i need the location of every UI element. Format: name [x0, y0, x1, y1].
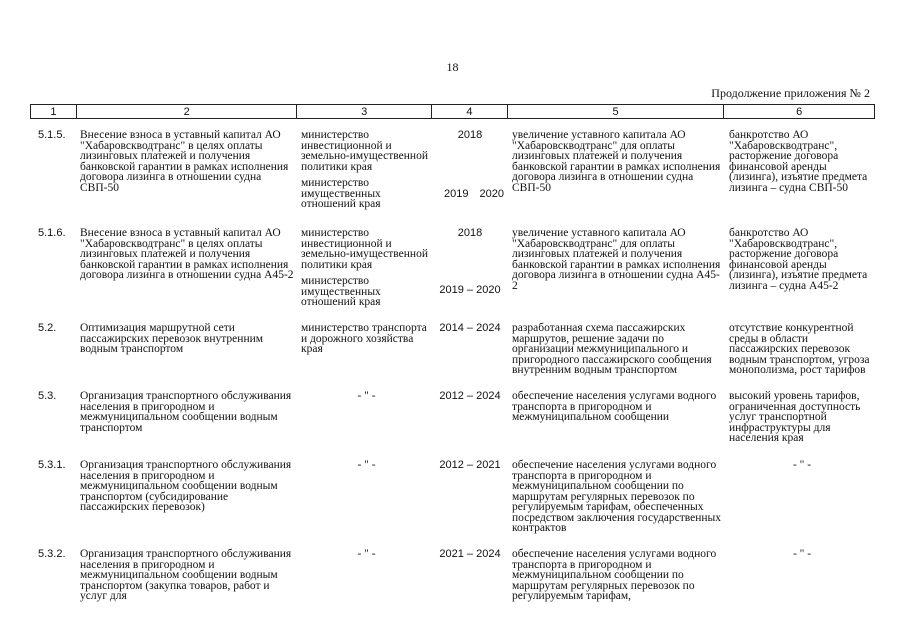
executor: министерство инвестиционной и земельно-имущественной политики края — [301, 227, 428, 271]
expected-result: разработанная схема пассажирских маршрутов, решение задачи по организации межмуниципального и пригородного пассажирского сообщения внутренним водным транспортом — [512, 322, 712, 376]
activity-name: Организация транспортного обслуживания населения в пригородном и межмуниципальном сообщении водным транспортом (закупка товаров, работ и услуг для — [80, 548, 292, 602]
activity-name: Внесение взноса в уставный капитал АО "Хабаровскводтранс" в целях оплаты лизинговых платежей и получения банковской гарантии в рамках исполнения договора лизинга в отношении судна СВП-50 — [80, 129, 289, 194]
executor: - " - — [357, 459, 376, 471]
table-row — [30, 228, 875, 308]
term-cell — [432, 460, 508, 534]
expected-result: увеличение уставного капитала АО "Хабаровскводтранс" для оплаты лизинговых платежей и получения банковской гарантии в рамках исполнения договора лизинга в отношении судна А45-2 — [512, 227, 721, 292]
table-row — [30, 391, 875, 444]
activity-name: Организация транспортного обслуживания населения в пригородном и межмуниципальном сообщении водным транспортом (субсидирование пассажирских перевозок) — [80, 459, 292, 513]
risk-cell — [725, 549, 875, 602]
header-col-3: 3 — [297, 105, 432, 118]
header-col-2: 2 — [77, 105, 297, 118]
activity-name: Организация транспортного обслуживания населения в пригородном и межмуниципальном сообщении водным транспортом — [80, 390, 292, 434]
risk: банкротство АО "Хабаровскводтранс", расторжение договора финансовой аренды (лизинга), изъятие предмета лизинга – судна А45-2 — [729, 227, 868, 292]
expected-result: обеспечение населения услугами водного транспорта в пригородном и межмуниципальном сообщении по маршрутам регулярных перевозок по регулируемым тарифам, обеспеченных посредством заключения государственных контрактов — [512, 459, 722, 534]
term-cell — [432, 228, 508, 308]
continuation-note: Продолжение приложения № 2 — [711, 86, 870, 100]
executor-cell — [297, 130, 432, 210]
risk: банкротство АО "Хабаровскводтранс", расторжение договора финансовой аренды (лизинга), изъятие предмета лизинга – судна СВП-50 — [729, 129, 868, 194]
executor: министерство транспорта и дорожного хозяйства края — [301, 322, 427, 355]
header-col-6: 6 — [796, 106, 803, 118]
term: 2021 – 2024 — [439, 548, 501, 560]
risk: - " - — [792, 548, 812, 560]
expected-result: увеличение уставного капитала АО "Хабаровскводтранс" для оплаты лизинговых платежей и получения банковской гарантии в рамках исполнения договора лизинга в отношении судна СВП-50 — [512, 129, 721, 194]
row-number: 5.3. — [38, 390, 57, 402]
header-col-4: 4 — [432, 105, 508, 118]
table-row — [30, 323, 875, 376]
term-end: 2020 — [479, 187, 504, 200]
executor: - " - — [357, 390, 376, 402]
term: 2019 – 2020 — [439, 283, 501, 296]
risk: отсутствие конкурентной среды в области пассажирских перевозок водным транспортом, угроза монополизма, рост тарифов — [729, 322, 870, 376]
row-number: 5.3.2. — [38, 548, 66, 560]
risk: высокий уровень тарифов, ограниченная доступность услуг транспортной инфраструктуры для населения края — [729, 390, 861, 444]
term — [432, 189, 508, 200]
row-number: 5.1.6. — [38, 227, 66, 239]
executor-cell — [297, 391, 432, 444]
activity-name: Оптимизация маршрутной сети пассажирских перевозок внутренним водным транспортом — [80, 322, 264, 355]
table-header — [30, 104, 875, 119]
term-start: 2019 — [444, 187, 469, 200]
expected-result: обеспечение населения услугами водного транспорта в пригородном и межмуниципальном сообщении — [512, 390, 717, 423]
row-number: 5.3.1. — [38, 459, 66, 471]
term: 2012 – 2021 — [439, 459, 501, 471]
executor-cell — [297, 460, 432, 534]
row-number: 5.2. — [38, 322, 57, 334]
header-col-1: 1 — [31, 105, 77, 118]
page-number: 18 — [446, 60, 459, 74]
risk: - " - — [792, 459, 812, 471]
executor: министерство имущественных отношений края — [301, 275, 381, 308]
term: 2014 – 2024 — [439, 322, 501, 334]
activity-name: Внесение взноса в уставный капитал АО "Хабаровскводтранс" в целях оплаты лизинговых платежей и получения банковской гарантии в рамках исполнения договора лизинга в отношении судна А45-2 — [80, 227, 294, 281]
table-row — [30, 460, 875, 534]
row-number: 5.1.5. — [38, 129, 66, 141]
term: 2018 — [457, 227, 483, 239]
risk-cell — [725, 460, 875, 534]
term-cell — [432, 391, 508, 444]
term: 2018 — [457, 129, 483, 141]
term-cell — [432, 323, 508, 376]
executor: - " - — [357, 548, 376, 560]
header-col-5: 5 — [508, 105, 724, 118]
executor-cell — [297, 549, 432, 602]
term: 2012 – 2024 — [439, 390, 501, 402]
executor: министерство инвестиционной и земельно-имущественной политики края — [301, 129, 428, 173]
table-row — [30, 130, 875, 210]
executor: министерство имущественных отношений края — [301, 177, 381, 210]
term-cell — [432, 130, 508, 210]
executor-cell — [297, 228, 432, 308]
table-row — [30, 549, 875, 602]
term-cell — [432, 549, 508, 602]
expected-result: обеспечение населения услугами водного транспорта в пригородном и межмуниципальном сообщении по маршрутам регулярных перевозок по регулируемым тарифам, — [512, 548, 717, 602]
